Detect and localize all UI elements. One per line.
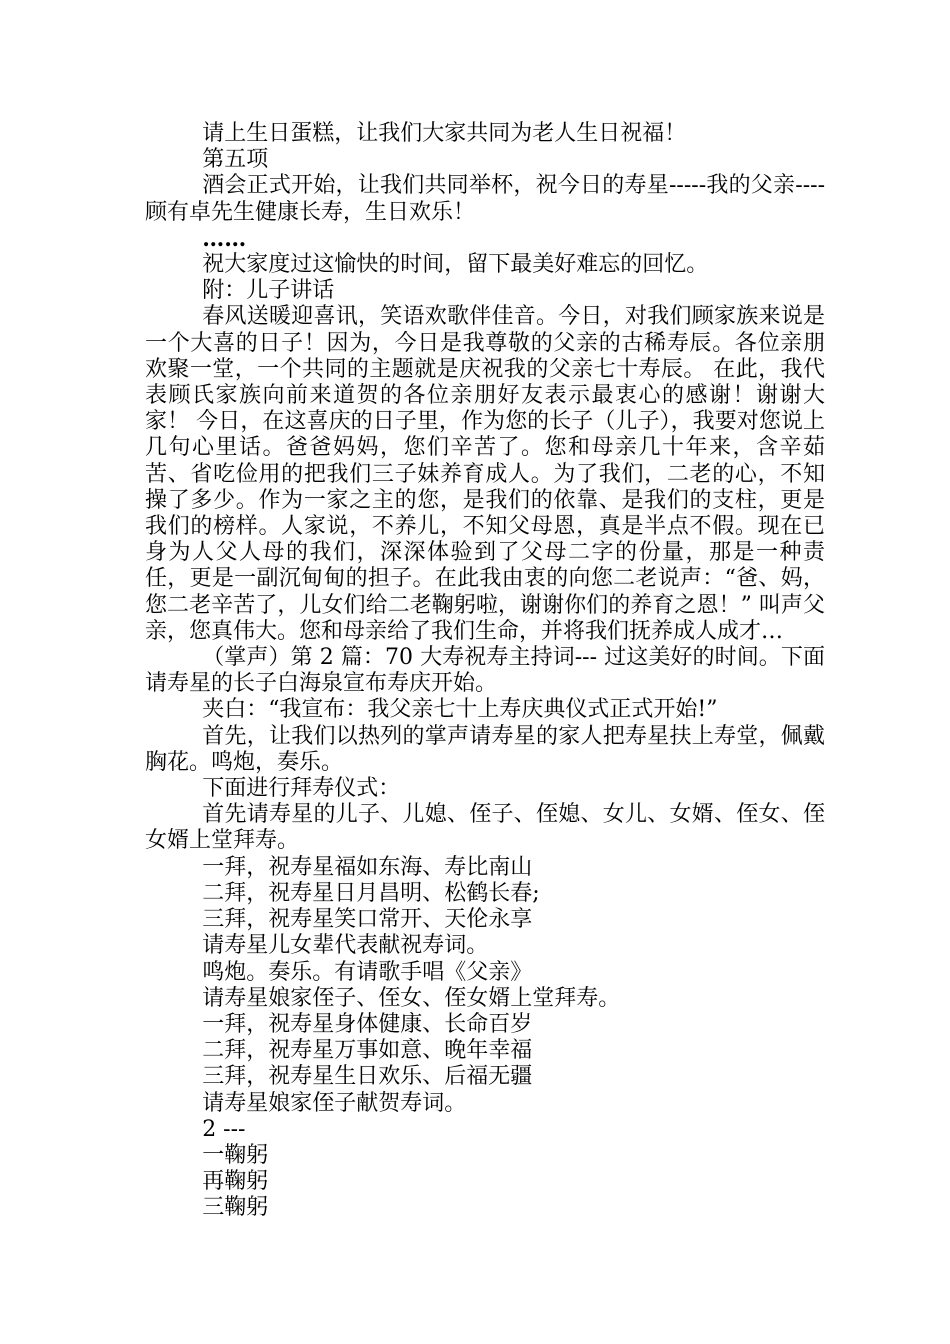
paragraph-son-speech: 春风送暖迎喜讯，笑语欢歌伴佳音。今日，对我们顾家族来说是一个大喜的日子！因为，今日是我尊敬的父亲的古稀寿辰。各位亲朋欢聚一堂，一个共同的主题就是庆祝我的父亲七十寿辰。 在此，我代表顾氏家族向前来道贺的各位亲朋好友表示最衷心的感谢！谢谢大家！ 今日，在这喜庆的日子里，作为您的长子（儿子），我要对您说上几句心里话。爸爸妈妈，您们辛苦了。您和母亲几十年来，含辛茹苦、省吃俭用的把我们三子妹养育成人。为了我们，二老的心，不知操了多少。作为一家之主的您，是我们的依靠、是我们的支柱，更是我们的榜样。人家说，不养儿，不知父母恩，真是半点不假。现在已身为人父人母的我们，深深体验到了父母二字的份量，那是一种责任，更是一副沉甸甸的担子。在此我由衷的向您二老说声：“爸、妈，您二老辛苦了，儿女们给二老鞠躬啦，谢谢你们的养育之恩！” 叫声父亲，您真伟大。您和母亲给了我们生命，并将我们抚养成人成才… (145, 304, 825, 644)
paragraph-relatives-bow-three: 三拜，祝寿星生日欢乐、后福无疆 (202, 1064, 533, 1090)
paragraph-bow-three: 三拜，祝寿星笑口常开、天伦永享 (202, 907, 533, 933)
paragraph-bow-one: 一拜，祝寿星福如东海、寿比南山 (202, 854, 533, 880)
paragraph-family-bow: 首先请寿星的儿子、儿媳、侄子、侄媳、女儿、女婿、侄女、侄女婿上堂拜寿。 (145, 802, 825, 854)
paragraph-ellipsis: …… (202, 225, 247, 252)
paragraph-first-bow: 一鞠躬 (202, 1142, 269, 1168)
paragraph-announcement: 夹白：“我宣布：我父亲七十上寿庆典仪式正式开始!” (202, 697, 718, 723)
paragraph-relatives-bow-one: 一拜，祝寿星身体健康、长命百岁 (202, 1011, 533, 1037)
paragraph-page-number: 2 --- (202, 1116, 246, 1142)
paragraph-relatives-bow: 请寿星娘家侄子、侄女、侄女婿上堂拜寿。 (202, 985, 621, 1011)
paragraph-first: 首先，让我们以热列的掌声请寿星的家人把寿星扶上寿堂，佩戴胸花。鸣炮，奏乐。 (145, 723, 825, 775)
paragraph-children-speech: 请寿星儿女辈代表献祝寿词。 (202, 933, 489, 959)
paragraph-toast: 酒会正式开始，让我们共同举杯，祝今日的寿星-----我的父亲----顾有卓先生健康长寿，生日欢乐！ (145, 173, 825, 225)
paragraph-cake: 请上生日蛋糕，让我们大家共同为老人生日祝福！ (202, 121, 687, 146)
paragraph-ceremony-heading: 下面进行拜寿仪式： (202, 776, 401, 802)
paragraph-applause: （掌声）第 2 篇：70 大寿祝寿主持词--- 过这美好的时间。下面请寿星的长子白海泉宣布寿庆开始。 (145, 645, 825, 697)
paragraph-bow-two: 二拜，祝寿星日月昌明、松鹤长春; (202, 880, 540, 906)
paragraph-relatives-bow-two: 二拜，祝寿星万事如意、晚年幸福 (202, 1038, 533, 1064)
document-body (145, 121, 825, 1222)
paragraph-item-five: 第五项 (202, 147, 269, 173)
paragraph-song: 鸣炮。奏乐。有请歌手唱《父亲》 (202, 959, 533, 985)
paragraph-appendix-heading: 附：儿子讲话 (202, 278, 335, 304)
paragraph-wish: 祝大家度过这愉快的时间，留下最美好难忘的回忆。 (202, 252, 709, 278)
paragraph-third-bow: 三鞠躬 (202, 1195, 269, 1221)
paragraph-second-bow: 再鞠躬 (202, 1169, 269, 1195)
paragraph-nephew-speech: 请寿星娘家侄子献贺寿词。 (202, 1090, 467, 1116)
